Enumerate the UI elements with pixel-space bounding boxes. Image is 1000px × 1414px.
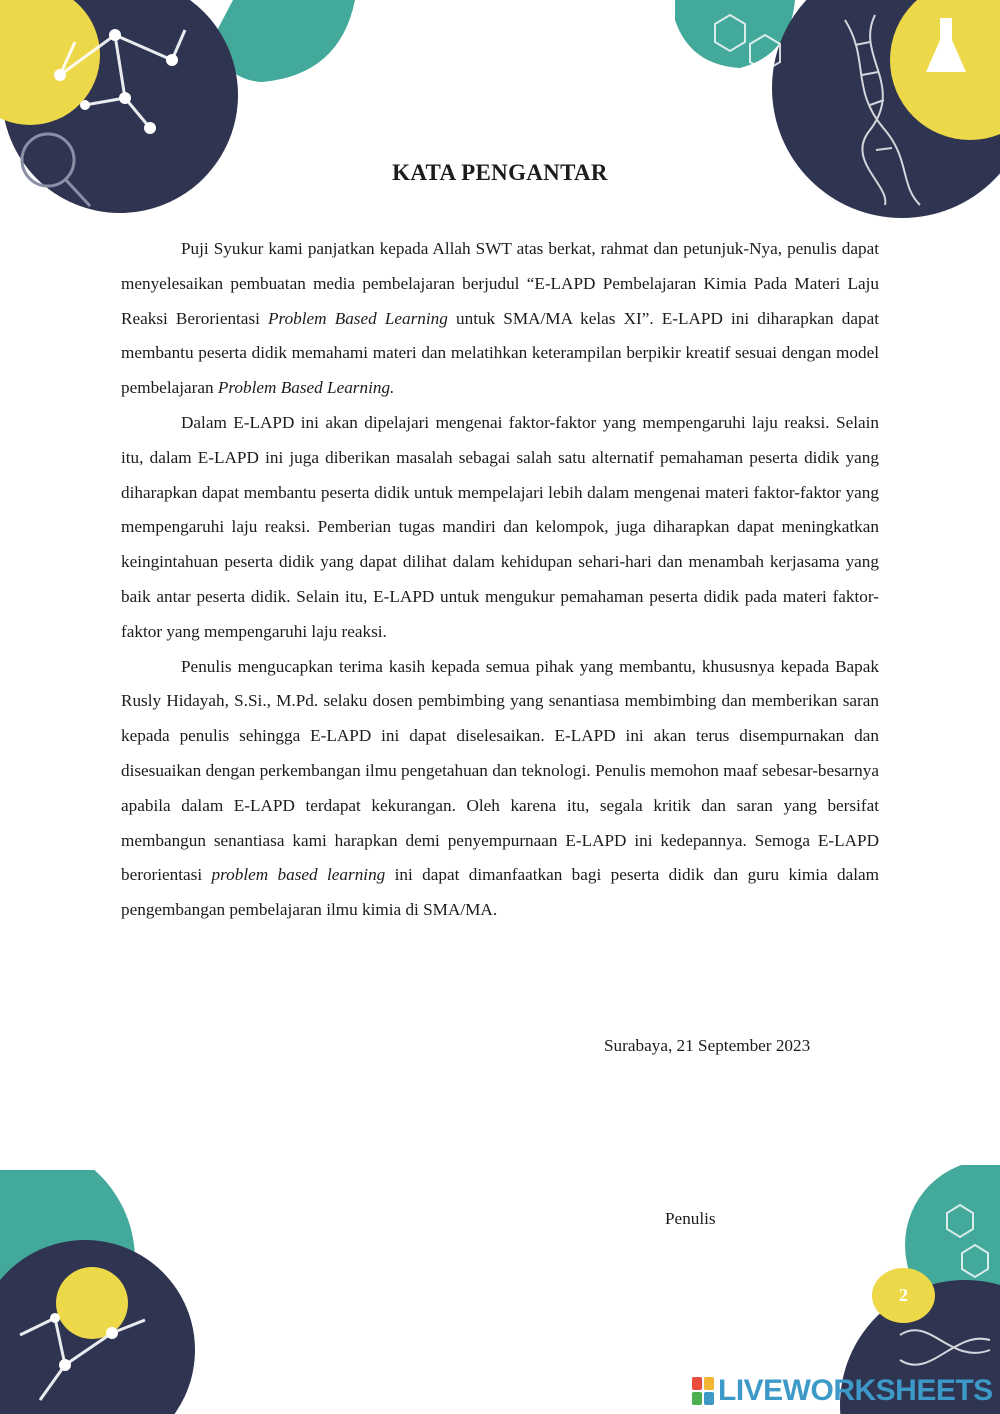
paragraph-2 xyxy=(121,406,879,650)
top-right-dna-flask-decoration xyxy=(670,0,1000,220)
paragraph-3 xyxy=(121,650,879,928)
document-body xyxy=(121,232,879,928)
paragraph-text: Dalam E-LAPD ini akan dipelajari mengenai faktor-faktor yang mempengaruhi laju reaksi. Selain itu, dalam E-LAPD ini juga diberikan masalah sebagai salah satu alternatif pemahaman peserta didik yang diharapkan dapat membantu peserta didik untuk mempelajari lebih dalam mengenai materi faktor-faktor yang mempengaruhi laju reaksi. Pemberian tugas mandiri dan kelompok, juga diharapkan dapat meningkatkan keingintahuan peserta didik yang dapat dilihat dalam kehidupan sehari-hari dan menambah kerjasama yang baik antar peserta didik. Selain itu, E-LAPD untuk mengukur pemahaman peserta didik pada materi faktor-faktor yang mempengaruhi laju reaksi. xyxy=(121,412,879,641)
paragraph-italic-term: Problem Based Learning. xyxy=(217,378,395,398)
liveworksheets-logo-icon xyxy=(692,1377,714,1405)
liveworksheets-logo[interactable] xyxy=(692,1371,993,1411)
signer-label: Penulis xyxy=(665,1209,716,1228)
page-number-badge: 2 xyxy=(872,1268,935,1323)
paragraph-italic-term: problem based learning xyxy=(211,865,386,885)
top-left-molecule-decoration xyxy=(0,0,360,230)
paragraph-text: untuk SMA/MA kelas XI”. E-LAPD ini diharapkan dapat membantu peserta didik memahami materi dan melatihkan keterampilan berpikir kreatif sesuai dengan model pembelajaran xyxy=(121,308,879,398)
paragraph-text: ini dapat dimanfaatkan bagi peserta didik dan guru kimia dalam pengembangan pembelajaran ilmu kimia di SMA/MA. xyxy=(121,865,879,920)
paragraph-text: Puji Syukur kami panjatkan kepada Allah SWT atas berkat, rahmat dan petunjuk-Nya, penulis dapat menyelesaikan pembuatan media pembelajaran berjudul “E-LAPD Pembelajaran Kimia Pada Materi Laju Reaksi Berorientasi xyxy=(121,239,879,328)
paragraph-text: Penulis mengucapkan terima kasih kepada semua pihak yang membantu, khususnya kepada Bapak Rusly Hidayah, S.Si., M.Pd. selaku dosen pembimbing yang senantiasa membimbing dan memberikan saran kepada penulis sehingga E-LAPD ini dapat diselesaikan. E-LAPD ini akan terus disempurnakan dan disesuaikan dengan perkembangan ilmu pengetahuan dan teknologi. Penulis memohon maaf sebesar-besarnya apabila dalam E-LAPD terdapat kekurangan. Oleh karena itu, segala kritik dan saran yang bersifat membangun senantiasa kami harapkan demi penyempurnaan E-LAPD ini kedepannya. Semoga E-LAPD berorientasi xyxy=(121,656,879,885)
paragraph-1 xyxy=(121,232,879,406)
bottom-left-molecule-decoration xyxy=(0,1170,210,1414)
page-title: KATA PENGANTAR xyxy=(392,160,608,185)
paragraph-italic-term: Problem Based Learning xyxy=(268,308,448,328)
liveworksheets-wordmark: LIVEWORKSHEETS xyxy=(718,1374,993,1407)
place-date: Surabaya, 21 September 2023 xyxy=(604,1036,811,1055)
